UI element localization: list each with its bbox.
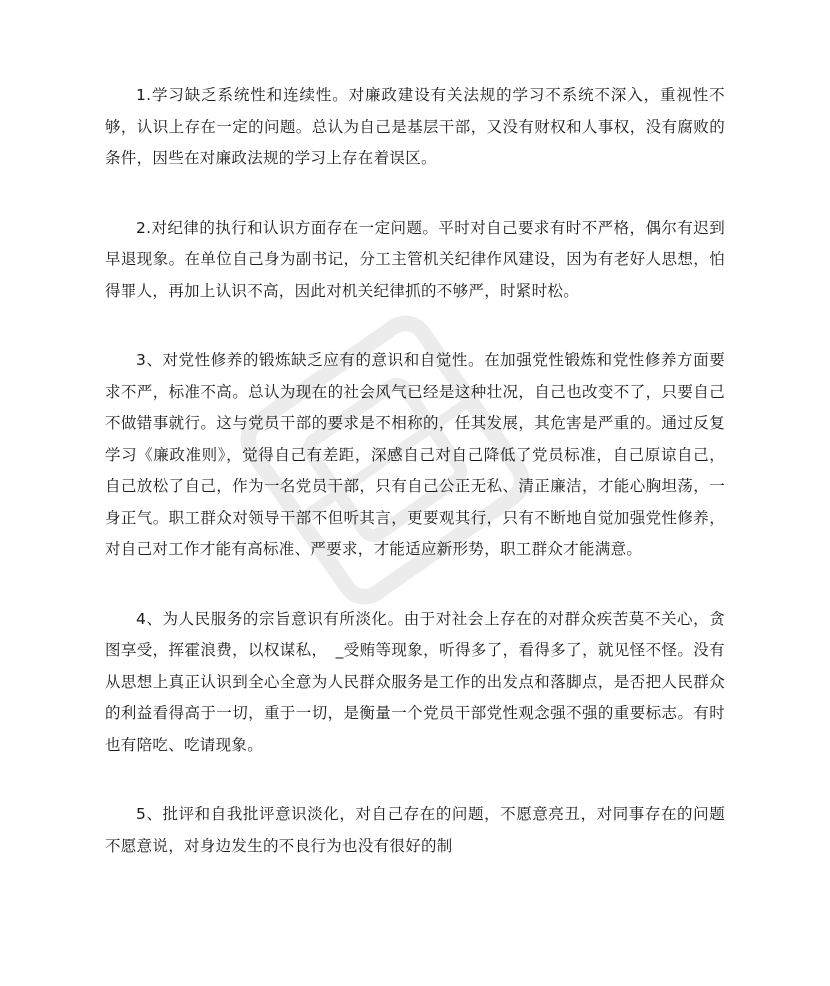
paragraph-3: 3、对党性修养的锻炼缺乏应有的意识和自觉性。在加强党性锻炼和党性修养方面要求不严，标准不高。总认为现在的社会风气已经是这种壮况，自己也改变不了，只要自己不做错事就行。这与党员干部的要求是不相称的，任其发展，其危害是严重的。通过反复学习《廉政准则》，觉得自己有差距，深感自己对自己降低了党员标准，自己原谅自己，自己放松了自己，作为一名党员干部，只有自己公正无私、清正廉洁，才能心胸坦荡，一身正气。职工群众对领导干部不但听其言，更要观其行，只有不断地自觉加强党性修养，对自己对工作才能有高标准、严要求，才能适应新形势，职工群众才能满意。: [105, 351, 725, 558]
document-body: [105, 80, 725, 900]
paragraph-1: 1.学习缺乏系统性和连续性。对廉政建设有关法规的学习不系统不深入，重视性不够，认识上存在一定的问题。总认为自己是基层干部，又没有财权和人事权，没有腐败的条件，因些在对廉政法规的学习上存在着误区。: [105, 86, 725, 167]
paragraph-5: 5、批评和自我批评意识淡化，对自己存在的问题，不愿意亮丑，对同事存在的问题不愿意说，对身边发生的不良行为也没有很好的制: [105, 805, 725, 855]
paragraph-4: 4、为人民服务的宗旨意识有所淡化。由于对社会上存在的对群众疾苦莫不关心，贪图享受，挥霍浪费，以权谋私， _受贿等现象，听得多了，看得多了，就见怪不怪。没有从思想上真正认识到全心全意为人民群众服务是工作的出发点和落脚点，是否把人民群众的利益看得高于一切，重于一切，是衡量一个党员干部党性观念强不强的重要标志。有时也有陪吃、吃请现象。: [105, 609, 725, 754]
paragraph-2: 2.对纪律的执行和认识方面存在一定问题。平时对自己要求有时不严格，偶尔有迟到早退现象。在单位自己身为副书记，分工主管机关纪律作风建设，因为有老好人思想，怕得罪人，再加上认识不高，因此对机关纪律抓的不够严，时紧时松。: [105, 218, 725, 300]
